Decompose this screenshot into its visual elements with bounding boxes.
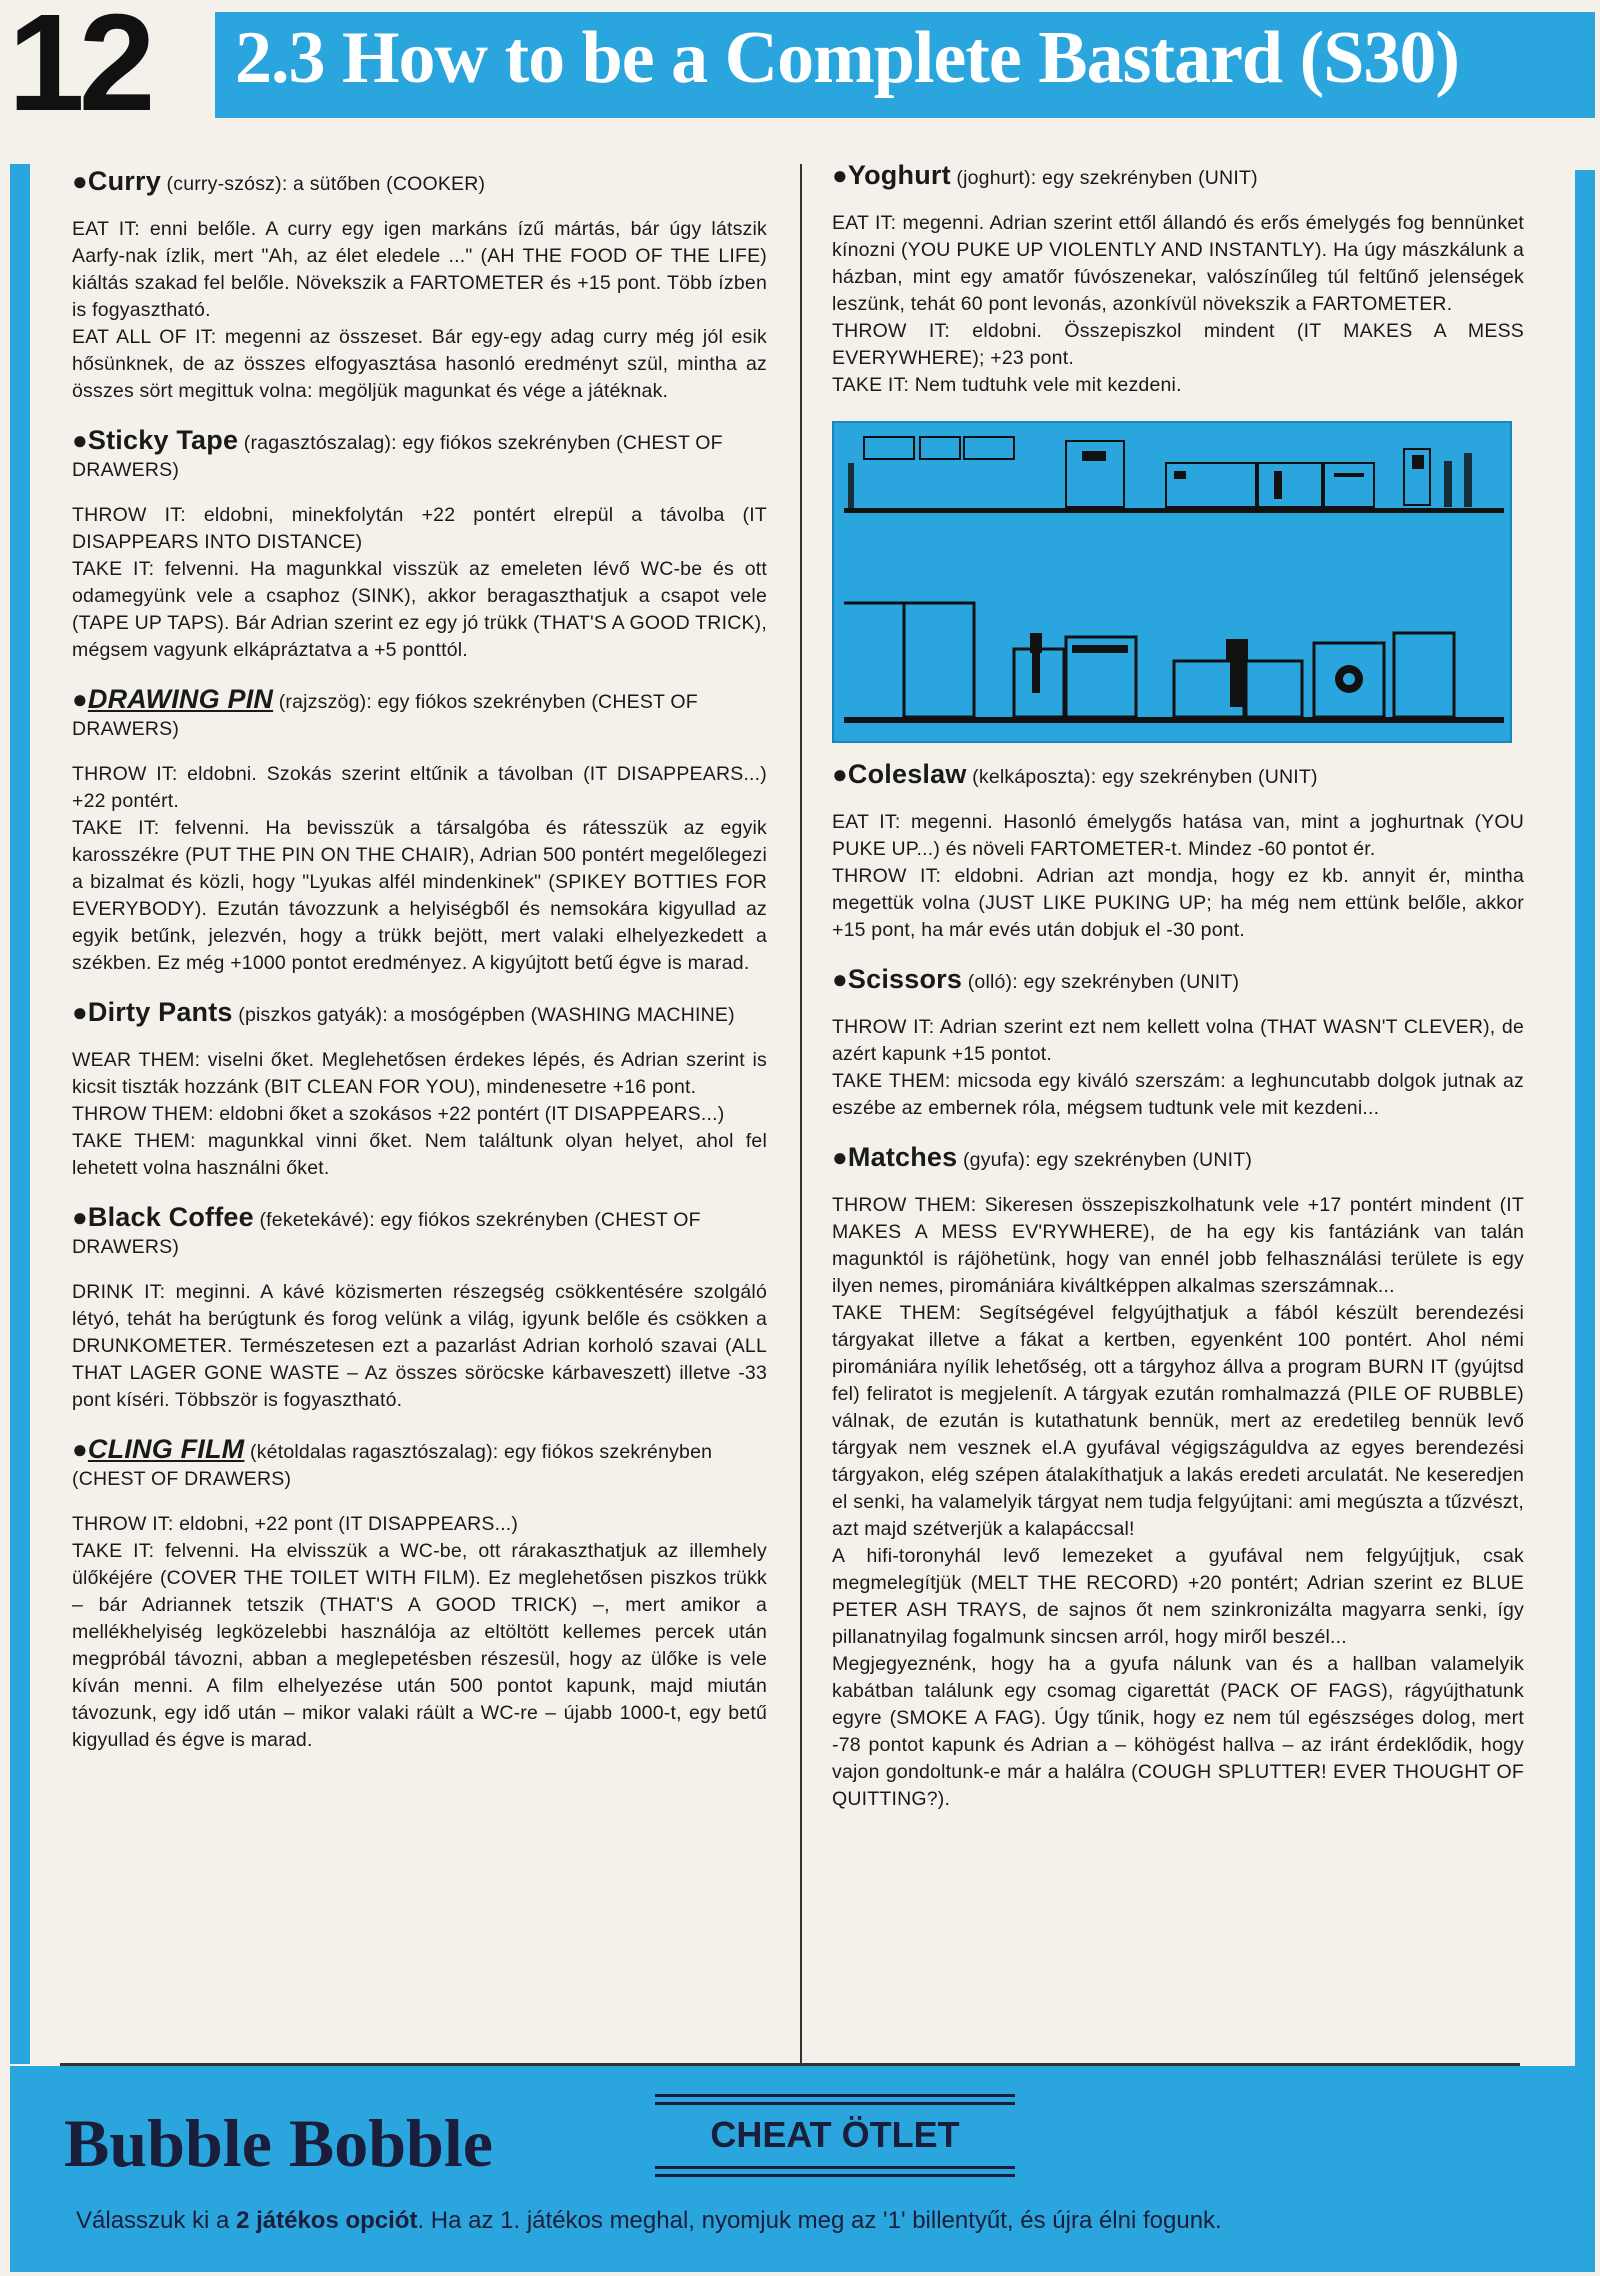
entry-curry xyxy=(72,168,767,405)
entry-sticky-tape xyxy=(72,427,767,664)
entry-coleslaw xyxy=(832,761,1524,944)
entry-dirty-pants xyxy=(72,999,767,1182)
entry-paragraph: THROW IT: eldobni. Összepiszkol mindent (IT MAKES A MESS EVERYWHERE); +23 pont. xyxy=(832,320,1524,369)
entry-paragraph: THROW IT: eldobni. Szokás szerint eltűnik a távolban (IT DISAPPEARS...) +22 pontért. xyxy=(72,763,767,812)
entry-paragraph: A hifi-toronyhál levő lemezeket a gyufával nem felgyújtjuk, csak megmelegítjük (MELT THE RECORD) +20 pontért; Adrian szerint ez BLUE PETER ASH TRAYS, de sajnos őt nem szinkronizálta magyarra senki, így pillanatnyilag fogalmunk sincsen arról, hogy miről beszél... xyxy=(832,1545,1524,1648)
cheat-rule-bottom-2 xyxy=(655,2174,1015,2177)
page-number: 12 xyxy=(8,0,150,140)
item-location: (gyufa): egy szekrényben (UNIT) xyxy=(957,1149,1253,1171)
entry-paragraph: WEAR THEM: viselni őket. Meglehetősen érdekes lépés, és Adrian szerint is kicsit tiszták hozzánk (BIT CLEAN FOR YOU), mindenesetre +16 pont. xyxy=(72,1049,767,1098)
item-location: (piszkos gatyák): a mosógépben (WASHING MACHINE) xyxy=(232,1004,735,1026)
item-name: DRAWING PIN xyxy=(87,684,274,714)
entry-paragraph: TAKE IT: felvenni. Ha bevisszük a társalgóba és rátesszük az egyik karosszékre (PUT THE PIN ON THE CHAIR), Adrian 500 pontért megelőlegezi a bizalmat és közli, hogy "Lyukas alfél mindenkinek" (SPIKEY BOTTIES FOR EVERYBODY). Ezután távozzunk a helyiségből és nemsokára kigyullad az egyik betűnk, jelezvén, hogy a trükk bejött, mert valaki elhelyezkedett a székben. Ez még +1000 pontot eredményez. A kigyújtott betű égve is marad. xyxy=(72,817,767,974)
right-frame-border xyxy=(1575,170,1595,2070)
item-location: (feketekávé): egy fiókos szekrényben (CHEST OF DRAWERS) xyxy=(72,1209,701,1258)
entry-paragraph: TAKE IT: felvenni. Ha magunkkal visszük az emeleten lévő WC-be és ott odamegyünk vele a csaphoz (SINK), akkor beragaszthatjuk a csapot vele (TAPE UP TAPS). Bár Adrian szerint ez egy jó trükk (THAT'S A GOOD TRICK), mégsem vagyunk elkápráztatva a +5 ponttól. xyxy=(72,558,767,661)
footer-text-start: Válasszuk ki a xyxy=(76,2207,237,2234)
item-name: Black Coffee xyxy=(87,1202,254,1232)
footer-text-end: . Ha az 1. játékos meghal, nyomjuk meg az '1' billentyűt, és újra élni fogunk. xyxy=(417,2207,1222,2234)
item-location: (curry-szósz): a sütőben (COOKER) xyxy=(160,173,486,195)
bullet-icon: ● xyxy=(72,166,88,196)
item-location: (kelkáposzta): egy szekrényben (UNIT) xyxy=(966,766,1318,788)
entry-paragraph: EAT ALL OF IT: megenni az összeset. Bár egy-egy adag curry még jól esik hősünknek, de az összes elfogyasztása hasonló eredményt szül, mintha az összes sört megittuk volna: megöljük magunkat és vége a játéknak. xyxy=(72,326,767,402)
right-column xyxy=(832,162,1524,1835)
item-name: Yoghurt xyxy=(847,160,951,190)
entry-paragraph: Megjegyeznénk, hogy ha a gyufa nálunk van és a hallban valamelyik kabátban találunk egy csomag cigarettát (PACK OF FAGS), rágyújthatunk egyre (SMOKE A FAG). Úgy tűnik, hogy ez nem túl egészséges dolog, mert -78 pontot kapunk és Adrian a – köhögést hallva – az iránt érdeklődik, hogy vajon gondoltunk-e már a halálra (COUGH SPLUTTER! EVER THOUGHT OF QUITTING?). xyxy=(832,1653,1524,1810)
page-title: 2.3 How to be a Complete Bastard (S30) xyxy=(235,17,1460,99)
cheat-label: CHEAT ÖTLET xyxy=(710,2114,960,2155)
entry-heading xyxy=(72,1204,767,1261)
entry-heading xyxy=(832,162,1524,192)
entry-paragraph: THROW IT: eldobni, minekfolytán +22 pontért elrepül a távolba (IT DISAPPEARS INTO DISTANCE) xyxy=(72,504,767,553)
item-name: Coleslaw xyxy=(847,759,967,789)
item-name: Curry xyxy=(87,166,161,196)
item-name: Dirty Pants xyxy=(87,997,233,1027)
bullet-icon: ● xyxy=(832,1142,848,1172)
bullet-icon: ● xyxy=(832,964,848,994)
entry-heading xyxy=(832,1144,1524,1174)
item-location: (olló): egy szekrényben (UNIT) xyxy=(962,971,1240,993)
cheat-rule-bottom xyxy=(655,2166,1015,2169)
cheat-rule-top xyxy=(655,2094,1015,2097)
entry-paragraph: TAKE THEM: micsoda egy kiváló szerszám: a leghuncutabb dolgok jutnak az eszébe az embernek róla, mégsem tudtunk vele mit kezdeni... xyxy=(832,1070,1524,1119)
entry-heading xyxy=(72,427,767,484)
column-divider xyxy=(800,164,802,2064)
entry-paragraph: THROW THEM: Sikeresen összepiszkolhatunk vele +17 pontért mindent (IT MAKES A MESS EV'RYWHERE), de ha egy kis fantáziánk van talán magunktól is rájöhetünk, hogy van ennél jobb felhasználási területe is egy ilyen nemes, piromániára kiváltképpen alkalmas szerszámnak... xyxy=(832,1194,1524,1297)
title-banner xyxy=(215,12,1595,118)
entry-paragraph: THROW IT: eldobni, +22 pont (IT DISAPPEARS...) xyxy=(72,1513,519,1535)
footer-text-bold: 2 játékos opciót xyxy=(236,2207,418,2234)
item-location: (rajzszög): egy fiókos szekrényben (CHEST OF DRAWERS) xyxy=(72,691,698,740)
game-screenshot xyxy=(832,421,1512,743)
item-location: (joghurt): egy szekrényben (UNIT) xyxy=(950,167,1258,189)
game-screenshot-image xyxy=(834,423,1510,741)
entry-yoghurt xyxy=(832,162,1524,399)
entry-matches xyxy=(832,1144,1524,1813)
entry-paragraph: EAT IT: megenni. Adrian szerint ettől állandó és erős émelygés fog bennünket kínozni (YOU PUKE UP VIOLENTLY AND INSTANTLY). Ha úgy mászkálunk a házban, mint egy amatőr fúvószenekar, valószínűleg túl feltűnő jelenségek leszünk, tehát 60 pont levonás, azonkívül növekszik a FARTOMETER. xyxy=(832,212,1524,315)
bullet-icon: ● xyxy=(72,1202,88,1232)
entry-paragraph: TAKE IT: Nem tudtuhk vele mit kezdeni. xyxy=(832,374,1182,396)
bullet-icon: ● xyxy=(72,997,88,1027)
left-frame-border xyxy=(10,164,30,2064)
bullet-icon: ● xyxy=(72,425,88,455)
entry-paragraph: DRINK IT: meginni. A kávé közismerten részegség csökkentésére szolgáló létyó, tehát ha berúgtunk és forog velünk a világ, igyunk belőle és csökken a DRUNKOMETER. Természetesen ezt a pazarlást Adrian korholó szavai (ALL THAT LAGER GONE WASTE – Az összes söröcske kárbaveszett) illetve -33 pont kíséri. Többször is fogyasztható. xyxy=(72,1281,767,1411)
footer-divider xyxy=(60,2063,1520,2066)
item-name: Matches xyxy=(847,1142,958,1172)
bullet-icon: ● xyxy=(832,160,848,190)
footer-text xyxy=(76,2207,1222,2235)
entry-heading xyxy=(72,168,767,198)
entry-cling-film xyxy=(72,1436,767,1754)
cheat-rule-top-2 xyxy=(655,2102,1015,2105)
entry-heading xyxy=(72,1436,767,1493)
item-location: (ragasztószalag): egy fiókos szekrényben (CHEST OF DRAWERS) xyxy=(72,432,723,481)
entry-paragraph: EAT IT: megenni. Hasonló émelygős hatása van, mint a joghurtnak (YOU PUKE UP...) és növeli FARTOMETER-t. Mindez -60 pontot ér. xyxy=(832,811,1524,860)
entry-heading xyxy=(832,761,1524,791)
entry-paragraph: THROW IT: Adrian szerint ezt nem kellett volna (THAT WASN'T CLEVER), de azért kapunk +15 pontot. xyxy=(832,1016,1524,1065)
entry-black-coffee xyxy=(72,1204,767,1414)
item-name: Sticky Tape xyxy=(87,425,239,455)
entry-paragraph: TAKE THEM: Segítségével felgyújthatjuk a fából készült berendezési tárgyakat illetve a fákat a kertben, egyenként 100 pontért. Ahol némi piromániára nyílik lehetőség, ott a tárgyhoz állva a program BURN IT (gyújtsd fel) feliratot is megjelenít. A tárgyak ezután romhalmazzá (PILE OF RUBBLE) válnak, de ezután is kutathatunk bennük, mert az eredetileg bennük levő tárgyak nem vesznek el.A gyufával végigszáguldva az egyes berendezési tárgyakon, elég szépen átalakíthatjuk a lakás eredeti arculatát. Ne keseredjen el senki, ha valamelyik tárgyat nem tudja felgyújtani: ami megúszta a tűzvészt, azt majd szétverjük a kalapáccsal! xyxy=(832,1302,1524,1540)
entry-paragraph: THROW IT: eldobni. Adrian azt mondja, hogy ez kb. annyit ér, mintha megettük volna (JUST LIKE PUKING UP; ha még nem ettünk belőle, akkor +15 pont, ha már evés után dobjuk el -30 pont. xyxy=(832,865,1524,941)
cheat-box xyxy=(655,2094,1015,2178)
item-name: CLING FILM xyxy=(87,1434,245,1464)
item-name: Scissors xyxy=(847,964,963,994)
entry-heading xyxy=(72,686,767,743)
entry-scissors xyxy=(832,966,1524,1122)
bullet-icon: ● xyxy=(832,759,848,789)
entry-heading xyxy=(72,999,767,1029)
bullet-icon: ● xyxy=(72,684,88,714)
item-location: (kétoldalas ragasztószalag): egy fiókos szekrényben (CHEST OF DRAWERS) xyxy=(72,1441,713,1490)
entry-paragraph: TAKE THEM: magunkkal vinni őket. Nem találtunk olyan helyet, ahol fel lehetett volna használni őket. xyxy=(72,1130,767,1179)
left-column xyxy=(72,168,767,1776)
footer-title: Bubble Bobble xyxy=(64,2105,493,2181)
entry-heading xyxy=(832,966,1524,996)
entry-drawing-pin xyxy=(72,686,767,977)
entry-paragraph: EAT IT: enni belőle. A curry egy igen markáns ízű mártás, bár úgy látszik Aarfy-nak ízlik, mert "Ah, az élet eledele ..." (AH THE FOOD OF THE LIFE) kiáltás szakad fel belőle. Növekszik a FARTOMETER és +15 pont. Több ízben is fogyasztható. xyxy=(72,218,767,321)
bullet-icon: ● xyxy=(72,1434,88,1464)
entry-paragraph: THROW THEM: eldobni őket a szokásos +22 pontért (IT DISAPPEARS...) xyxy=(72,1103,725,1125)
entry-paragraph: TAKE IT: felvenni. Ha elvisszük a WC-be, ott rárakaszthatjuk az illemhely ülőkéjére (COVER THE TOILET WITH FILM). Ez meglehetősen piszkos trükk – bár Adriannek tetszik (THAT'S A GOOD TRICK) –, mert amikor a mellékhelyiség legközelebbi használója az eltöltött kellemes percek után megpróbál távozni, abban a meglepetésben részesül, hogy az ülőke is vele kíván menni. A film elhelyezése után 500 pontot kapunk, majd miután távozunk, egy idő után – mikor valaki ráült a WC-re – újabb 1000-t, egy betű kigyullad és égve is marad. xyxy=(72,1540,767,1751)
